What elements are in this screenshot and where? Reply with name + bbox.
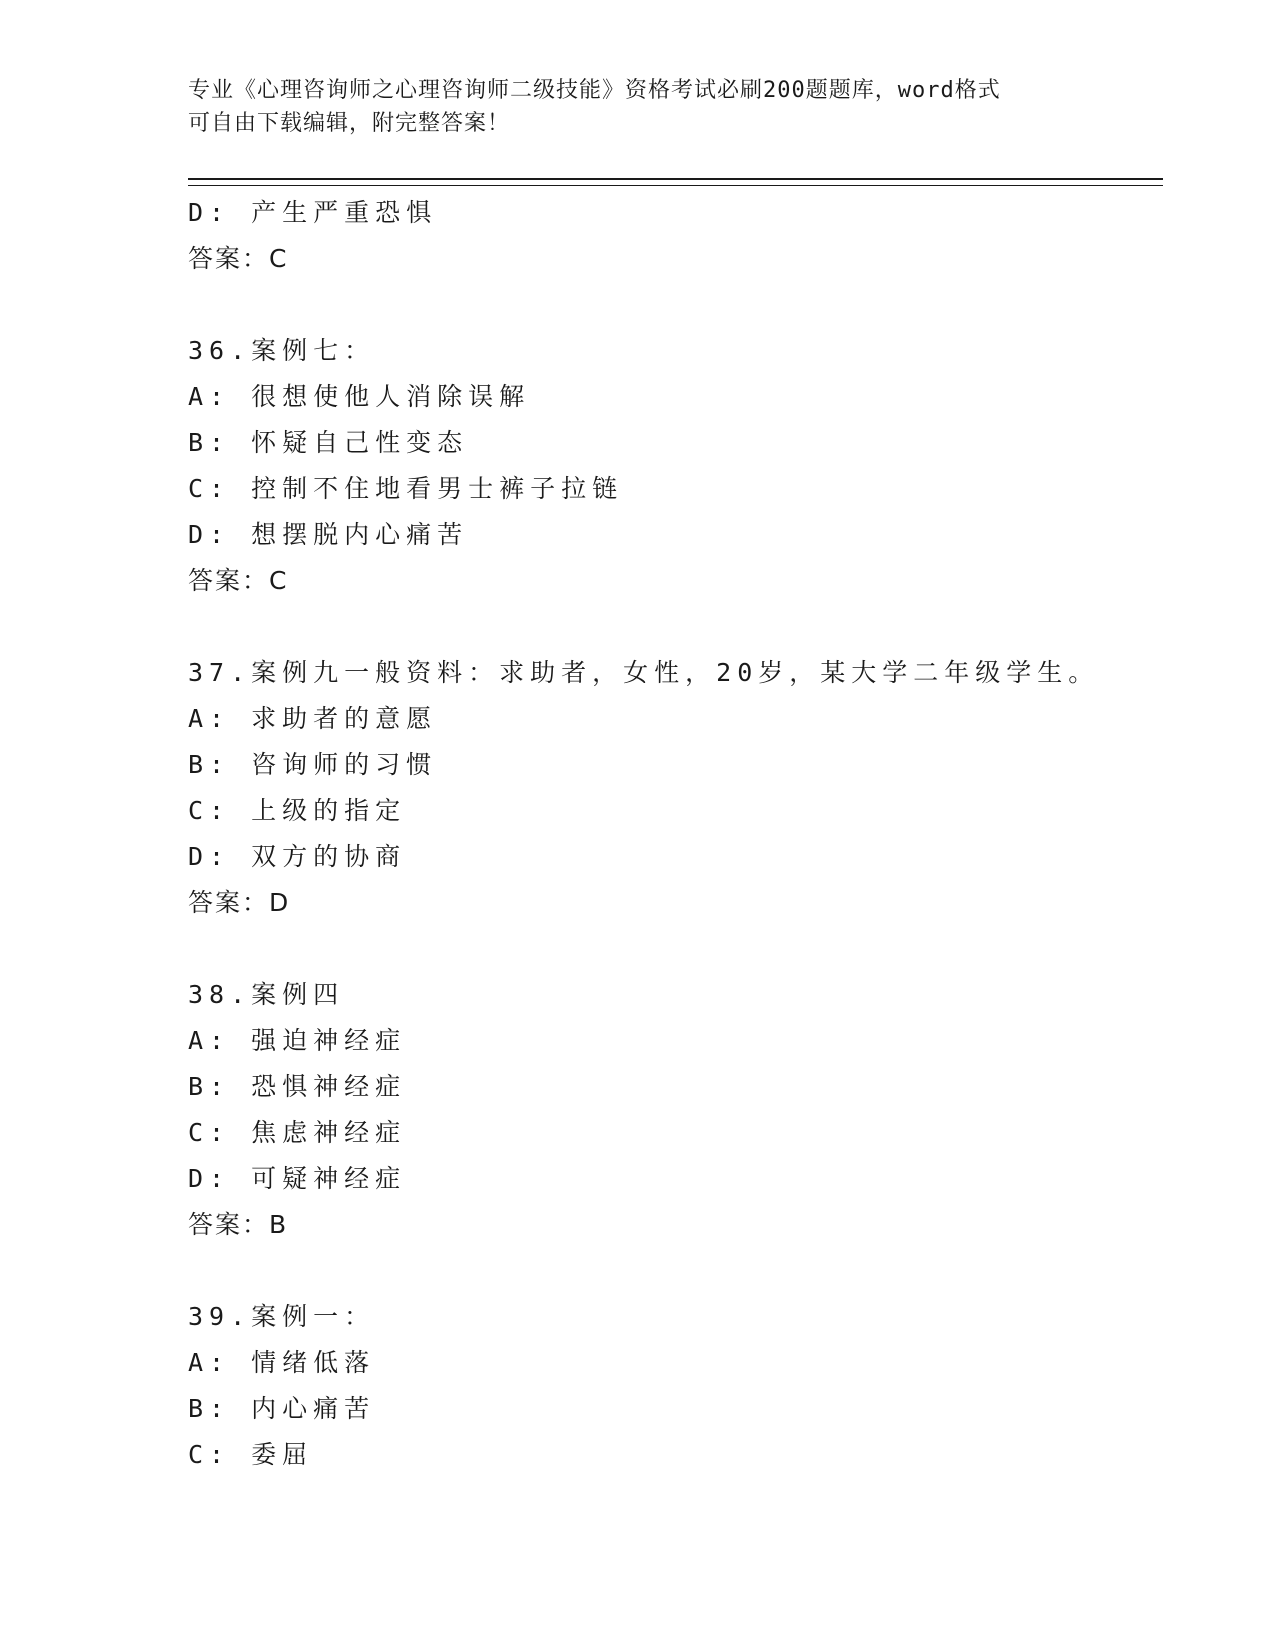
option-a: A: 强迫神经症 bbox=[188, 1026, 407, 1055]
question-39 bbox=[188, 1294, 1168, 1478]
option-d: D: 双方的协商 bbox=[188, 842, 407, 871]
prev-option-d: D: 产生严重恐惧 bbox=[188, 198, 438, 227]
option-d: D: 可疑神经症 bbox=[188, 1164, 407, 1193]
question-36 bbox=[188, 328, 1168, 604]
option-b: B: 咨询师的习惯 bbox=[188, 750, 438, 779]
option-a: A: 求助者的意愿 bbox=[188, 704, 438, 733]
document-header bbox=[188, 74, 1088, 140]
answer: 答案：B bbox=[188, 1210, 289, 1239]
option-d: D: 想摆脱内心痛苦 bbox=[188, 520, 469, 549]
question-stem: 38.案例四 bbox=[188, 980, 345, 1009]
question-list bbox=[188, 190, 1168, 1478]
answer: 答案：C bbox=[188, 566, 289, 595]
spacer bbox=[188, 604, 1168, 650]
spacer bbox=[188, 1248, 1168, 1294]
option-b: B: 恐惧神经症 bbox=[188, 1072, 407, 1101]
option-b: B: 怀疑自己性变态 bbox=[188, 428, 469, 457]
question-stem: 36.案例七： bbox=[188, 336, 376, 365]
question-38 bbox=[188, 972, 1168, 1248]
option-c: C: 上级的指定 bbox=[188, 796, 407, 825]
question-stem: 37.案例九一般资料：求助者，女性，20岁，某大学二年级学生。 bbox=[188, 658, 1100, 687]
question-stem: 39.案例一： bbox=[188, 1302, 376, 1331]
option-a: A: 情绪低落 bbox=[188, 1348, 376, 1377]
prev-answer: 答案：C bbox=[188, 244, 289, 273]
header-line-2: 可自由下载编辑，附完整答案！ bbox=[188, 111, 511, 136]
header-divider bbox=[188, 178, 1163, 186]
option-c: C: 控制不住地看男士裤子拉链 bbox=[188, 474, 624, 503]
spacer bbox=[188, 282, 1168, 328]
option-b: B: 内心痛苦 bbox=[188, 1394, 376, 1423]
spacer bbox=[188, 926, 1168, 972]
answer: 答案：D bbox=[188, 888, 291, 917]
header-line-1: 专业《心理咨询师之心理咨询师二级技能》资格考试必刷200题题库，word格式 bbox=[188, 78, 1001, 103]
option-a: A: 很想使他人消除误解 bbox=[188, 382, 531, 411]
option-c: C: 委屈 bbox=[188, 1440, 314, 1469]
question-37 bbox=[188, 650, 1168, 926]
option-c: C: 焦虑神经症 bbox=[188, 1118, 407, 1147]
